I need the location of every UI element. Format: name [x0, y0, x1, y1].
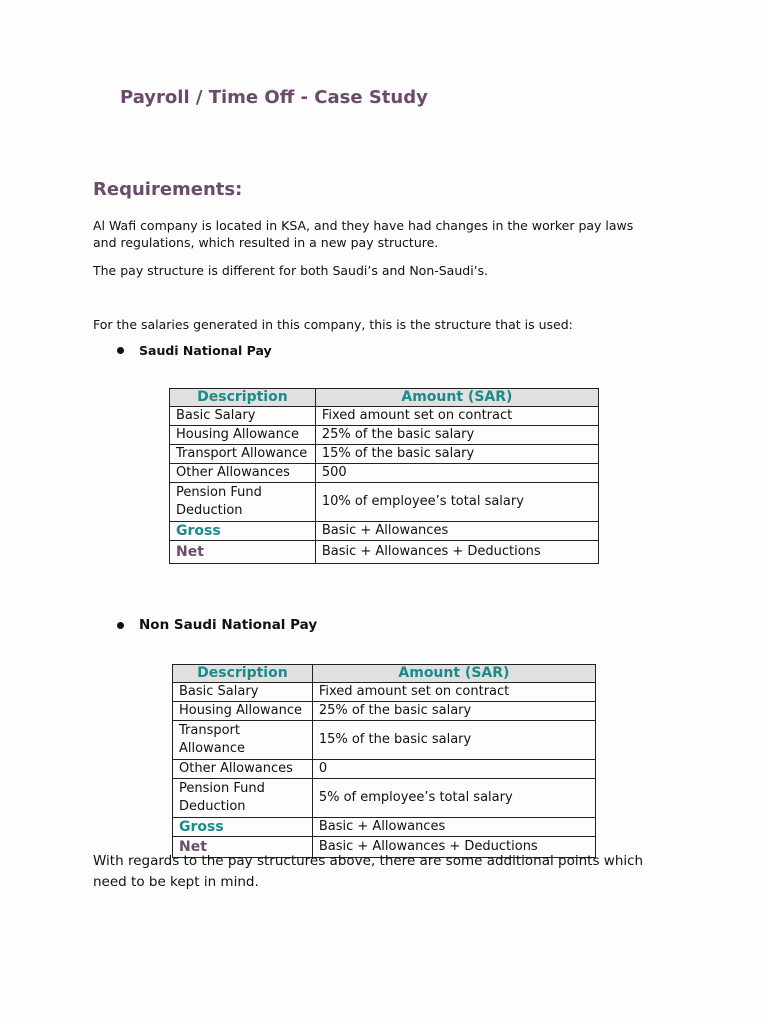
cell-amount: Basic + Allowances: [315, 522, 598, 541]
bullet-saudi: [117, 343, 272, 358]
saudi-pay-table: [169, 388, 599, 564]
structure-difference-paragraph: The pay structure is different for both Saudi’s and Non-Saudi’s.: [93, 263, 489, 278]
table-row-gross: [173, 818, 596, 837]
bullet-non-saudi: [117, 617, 317, 633]
cell-description: Transport Allowance: [170, 445, 316, 464]
bullet-saudi-label: Saudi National Pay: [139, 343, 272, 358]
cell-description: Other Allowances: [173, 760, 313, 779]
cell-amount: 0: [312, 760, 595, 779]
cell-amount: 25% of the basic salary: [315, 426, 598, 445]
table-header-row: [170, 389, 599, 407]
bullet-dot: [117, 347, 124, 354]
table-row: [170, 483, 599, 522]
cell-amount: 25% of the basic salary: [312, 702, 595, 721]
cell-amount: Fixed amount set on contract: [312, 683, 595, 702]
cell-amount: Basic + Allowances + Deductions: [312, 837, 595, 858]
cell-amount: 5% of employee’s total salary: [312, 779, 595, 818]
cell-description: Housing Allowance: [170, 426, 316, 445]
table-row: [170, 445, 599, 464]
cell-description: Basic Salary: [170, 407, 316, 426]
requirements-heading: Requirements:: [93, 179, 243, 200]
cell-description: Housing Allowance: [173, 702, 313, 721]
table-header-row: [173, 665, 596, 683]
cell-gross-label: Gross: [173, 818, 313, 837]
table-row: [170, 426, 599, 445]
table-row: [173, 683, 596, 702]
cell-amount: Basic + Allowances: [312, 818, 595, 837]
cell-amount: 500: [315, 464, 598, 483]
intro-paragraph: Al Wafi company is located in KSA, and they have had changes in the worker pay laws and regulations, which resulted in a new pay structure.: [93, 218, 634, 250]
table-row: [173, 779, 596, 818]
cell-amount: Fixed amount set on contract: [315, 407, 598, 426]
cell-gross-label: Gross: [170, 522, 316, 541]
salary-structure-paragraph: For the salaries generated in this company, this is the structure that is used:: [93, 317, 573, 332]
header-amount: Amount (SAR): [312, 665, 595, 683]
cell-net-label: Net: [170, 541, 316, 564]
cell-description: Basic Salary: [173, 683, 313, 702]
non-saudi-pay-table: [172, 664, 596, 858]
table-row: [170, 464, 599, 483]
bullet-non-saudi-label: Non Saudi National Pay: [139, 617, 318, 633]
table-row: [173, 760, 596, 779]
document-title: Payroll / Time Off - Case Study: [120, 87, 428, 108]
header-description: Description: [173, 665, 313, 683]
closing-paragraph: With regards to the pay structures above, there are some additional points which need to be kept in mind.: [93, 853, 644, 890]
table-row-gross: [170, 522, 599, 541]
cell-description: Pension Fund Deduction: [173, 779, 313, 818]
cell-description: Other Allowances: [170, 464, 316, 483]
cell-net-label: Net: [173, 837, 313, 858]
cell-amount: 15% of the basic salary: [315, 445, 598, 464]
cell-description: Pension Fund Deduction: [170, 483, 316, 522]
header-amount: Amount (SAR): [315, 389, 598, 407]
cell-amount: Basic + Allowances + Deductions: [315, 541, 598, 564]
cell-amount: 10% of employee’s total salary: [315, 483, 598, 522]
table-row: [170, 407, 599, 426]
table-row: [173, 721, 596, 760]
table-row: [173, 702, 596, 721]
cell-description: Transport Allowance: [173, 721, 313, 760]
header-description: Description: [170, 389, 316, 407]
bullet-dot: [117, 622, 124, 629]
table-row-net: [170, 541, 599, 564]
cell-amount: 15% of the basic salary: [312, 721, 595, 760]
